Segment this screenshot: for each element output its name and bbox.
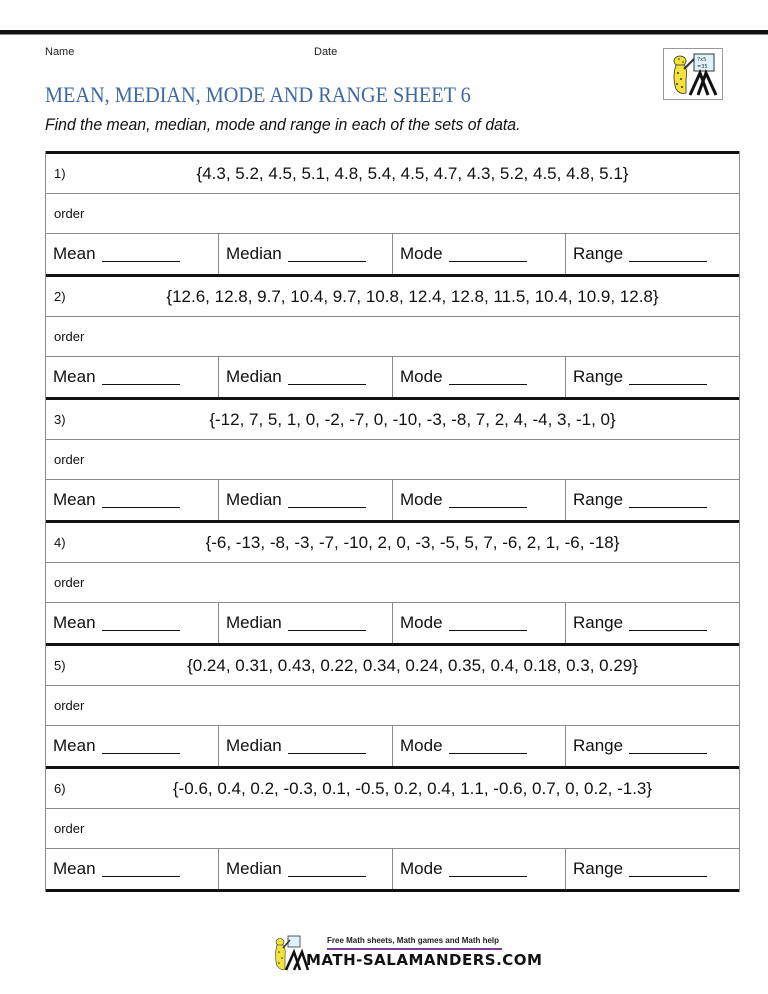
name-label: Name bbox=[45, 46, 75, 58]
data-set-row bbox=[46, 400, 739, 440]
range-label: Range bbox=[573, 367, 624, 386]
answer-blank[interactable] bbox=[629, 862, 707, 877]
answer-blank[interactable] bbox=[288, 739, 366, 754]
data-set: {-12, 7, 5, 1, 0, -2, -7, 0, -10, -3, -8, 7, 2, 4, -4, 3, -1, 0} bbox=[209, 409, 616, 429]
median-field[interactable] bbox=[218, 726, 392, 766]
answer-blank[interactable] bbox=[449, 739, 527, 754]
problem-number: 5) bbox=[54, 658, 66, 673]
range-field[interactable] bbox=[565, 357, 739, 397]
stats-row bbox=[46, 849, 739, 889]
mean-field[interactable] bbox=[46, 357, 218, 397]
stats-row bbox=[46, 480, 739, 520]
answer-blank[interactable] bbox=[288, 370, 366, 385]
median-field[interactable] bbox=[218, 357, 392, 397]
answer-blank[interactable] bbox=[102, 616, 180, 631]
mode-label: Mode bbox=[400, 490, 443, 509]
order-row[interactable] bbox=[46, 563, 739, 603]
order-label: order bbox=[54, 575, 85, 590]
answer-blank[interactable] bbox=[449, 616, 527, 631]
mode-label: Mode bbox=[400, 613, 443, 632]
mean-field[interactable] bbox=[46, 849, 218, 889]
order-label: order bbox=[54, 329, 85, 344]
mode-field[interactable] bbox=[392, 480, 565, 520]
svg-text:=35: =35 bbox=[697, 64, 708, 70]
salamander-logo-icon bbox=[663, 48, 723, 100]
data-set: {-6, -13, -8, -3, -7, -10, 2, 0, -3, -5, 5, 7, -6, 2, 1, -6, -18} bbox=[205, 532, 620, 552]
median-field[interactable] bbox=[218, 849, 392, 889]
stats-row bbox=[46, 234, 739, 274]
data-set-row bbox=[46, 523, 739, 563]
answer-blank[interactable] bbox=[449, 247, 527, 262]
problem-number: 1) bbox=[54, 166, 66, 181]
answer-blank[interactable] bbox=[449, 862, 527, 877]
answer-blank[interactable] bbox=[629, 493, 707, 508]
order-label: order bbox=[54, 206, 85, 221]
answer-blank[interactable] bbox=[629, 616, 707, 631]
median-field[interactable] bbox=[218, 603, 392, 643]
median-label: Median bbox=[226, 859, 282, 878]
problem-number: 2) bbox=[54, 289, 66, 304]
answer-blank[interactable] bbox=[102, 493, 180, 508]
footer-divider bbox=[327, 948, 502, 950]
order-row[interactable] bbox=[46, 440, 739, 480]
problem-number: 3) bbox=[54, 412, 66, 427]
stats-row bbox=[46, 603, 739, 643]
mean-label: Mean bbox=[53, 490, 96, 509]
range-field[interactable] bbox=[565, 849, 739, 889]
median-label: Median bbox=[226, 736, 282, 755]
range-field[interactable] bbox=[565, 726, 739, 766]
median-field[interactable] bbox=[218, 480, 392, 520]
data-set-row bbox=[46, 154, 739, 194]
median-field[interactable] bbox=[218, 234, 392, 274]
answer-blank[interactable] bbox=[102, 370, 180, 385]
problem-4 bbox=[46, 520, 739, 643]
answer-blank[interactable] bbox=[449, 370, 527, 385]
problem-2 bbox=[46, 274, 739, 397]
data-set-row bbox=[46, 769, 739, 809]
mean-field[interactable] bbox=[46, 603, 218, 643]
range-field[interactable] bbox=[565, 480, 739, 520]
mode-field[interactable] bbox=[392, 234, 565, 274]
answer-blank[interactable] bbox=[102, 862, 180, 877]
mode-label: Mode bbox=[400, 244, 443, 263]
mode-label: Mode bbox=[400, 367, 443, 386]
range-field[interactable] bbox=[565, 603, 739, 643]
answer-blank[interactable] bbox=[288, 862, 366, 877]
data-set: {-0.6, 0.4, 0.2, -0.3, 0.1, -0.5, 0.2, 0.4, 1.1, -0.6, 0.7, 0, 0.2, -1.3} bbox=[172, 778, 653, 798]
answer-blank[interactable] bbox=[288, 493, 366, 508]
order-row[interactable] bbox=[46, 317, 739, 357]
order-label: order bbox=[54, 821, 85, 836]
mode-label: Mode bbox=[400, 736, 443, 755]
mode-field[interactable] bbox=[392, 849, 565, 889]
instructions: Find the mean, median, mode and range in each of the sets of data. bbox=[45, 115, 521, 134]
problem-5 bbox=[46, 643, 739, 766]
svg-text:7x5: 7x5 bbox=[697, 57, 707, 63]
answer-blank[interactable] bbox=[288, 616, 366, 631]
problem-sheet bbox=[45, 151, 740, 892]
data-set-row bbox=[46, 277, 739, 317]
top-rule bbox=[0, 30, 768, 35]
date-label: Date bbox=[314, 46, 338, 58]
data-set-row bbox=[46, 646, 739, 686]
range-field[interactable] bbox=[565, 234, 739, 274]
answer-blank[interactable] bbox=[449, 493, 527, 508]
range-label: Range bbox=[573, 613, 624, 632]
mean-label: Mean bbox=[53, 244, 96, 263]
mode-label: Mode bbox=[400, 859, 443, 878]
mean-label: Mean bbox=[53, 859, 96, 878]
mean-field[interactable] bbox=[46, 726, 218, 766]
answer-blank[interactable] bbox=[102, 739, 180, 754]
problem-number: 4) bbox=[54, 535, 66, 550]
page-title: MEAN, MEDIAN, MODE AND RANGE SHEET 6 bbox=[45, 82, 471, 107]
mean-label: Mean bbox=[53, 613, 96, 632]
mean-field[interactable] bbox=[46, 234, 218, 274]
median-label: Median bbox=[226, 613, 282, 632]
order-row[interactable] bbox=[46, 686, 739, 726]
problem-1 bbox=[46, 151, 739, 274]
mode-field[interactable] bbox=[392, 603, 565, 643]
order-label: order bbox=[54, 452, 85, 467]
order-label: order bbox=[54, 698, 85, 713]
footer-logo[interactable] bbox=[272, 934, 543, 972]
stats-row bbox=[46, 357, 739, 397]
range-label: Range bbox=[573, 736, 624, 755]
mean-label: Mean bbox=[53, 367, 96, 386]
mean-label: Mean bbox=[53, 736, 96, 755]
data-set: {0.24, 0.31, 0.43, 0.22, 0.34, 0.24, 0.35, 0.4, 0.18, 0.3, 0.29} bbox=[187, 655, 638, 675]
mode-field[interactable] bbox=[392, 357, 565, 397]
data-set: {4.3, 5.2, 4.5, 5.1, 4.8, 5.4, 4.5, 4.7, 4.3, 5.2, 4.5, 4.8, 5.1} bbox=[196, 163, 629, 183]
footer-site-link[interactable]: MATH-SALAMANDERS.COM bbox=[306, 951, 543, 969]
problem-6 bbox=[46, 766, 739, 892]
range-label: Range bbox=[573, 490, 624, 509]
data-set: {12.6, 12.8, 9.7, 10.4, 9.7, 10.8, 12.4, 12.8, 11.5, 10.4, 10.9, 12.8} bbox=[166, 286, 659, 306]
mean-field[interactable] bbox=[46, 480, 218, 520]
order-row[interactable] bbox=[46, 809, 739, 849]
mode-field[interactable] bbox=[392, 726, 565, 766]
median-label: Median bbox=[226, 490, 282, 509]
answer-blank[interactable] bbox=[629, 370, 707, 385]
stats-row bbox=[46, 726, 739, 766]
problem-3 bbox=[46, 397, 739, 520]
median-label: Median bbox=[226, 244, 282, 263]
answer-blank[interactable] bbox=[288, 247, 366, 262]
answer-blank[interactable] bbox=[629, 739, 707, 754]
answer-blank[interactable] bbox=[629, 247, 707, 262]
order-row[interactable] bbox=[46, 194, 739, 234]
range-label: Range bbox=[573, 859, 624, 878]
problem-number: 6) bbox=[54, 781, 66, 796]
answer-blank[interactable] bbox=[102, 247, 180, 262]
range-label: Range bbox=[573, 244, 624, 263]
median-label: Median bbox=[226, 367, 282, 386]
footer-tagline: Free Math sheets, Math games and Math help bbox=[327, 936, 500, 945]
